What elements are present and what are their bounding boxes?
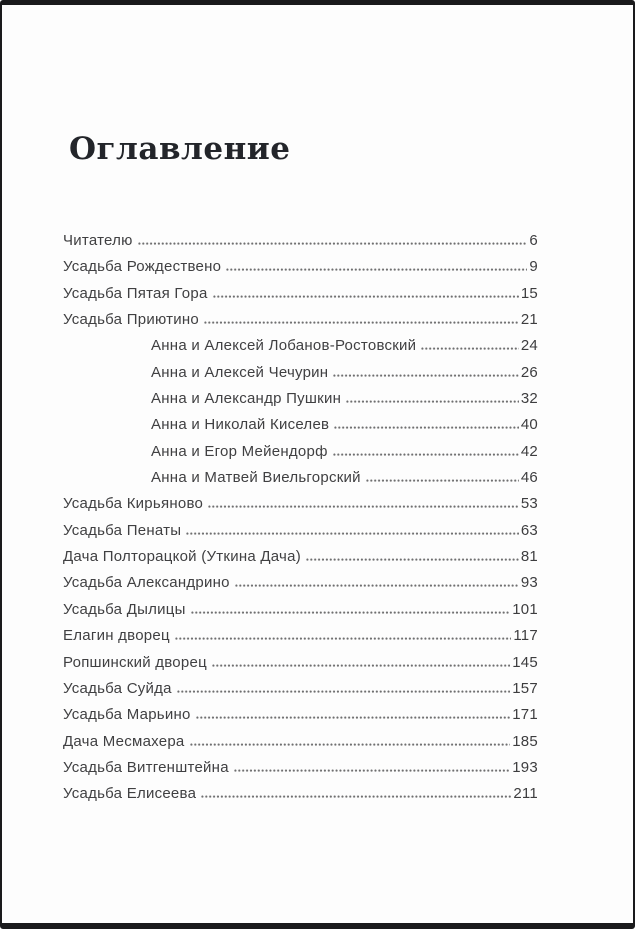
toc-entry-page-number: 26 xyxy=(520,363,538,381)
toc-entry xyxy=(63,781,538,807)
dot-leader xyxy=(333,374,518,377)
toc-entry-label: Ропшинский дворец xyxy=(63,653,207,671)
toc-entry-page-number: 101 xyxy=(512,600,538,618)
toc-entry-label: Анна и Алексей Лобанов-Ростовский xyxy=(151,337,417,355)
toc-entry xyxy=(63,228,538,254)
toc-entry-page-number: 157 xyxy=(512,679,538,697)
toc-entry-page-number: 93 xyxy=(520,574,538,592)
toc-entry-page-number: 171 xyxy=(512,706,538,724)
toc-entry xyxy=(63,676,538,702)
toc-entry-page-number: 40 xyxy=(520,416,538,434)
toc-entry-label: Усадьба Кирьяново xyxy=(63,495,204,513)
toc-entry xyxy=(63,623,538,649)
toc-entry xyxy=(63,544,538,570)
table-of-contents xyxy=(63,228,538,808)
toc-entry xyxy=(63,650,538,676)
toc-entry-label: Усадьба Дылицы xyxy=(63,600,186,618)
toc-entry-page-number: 185 xyxy=(512,732,538,750)
dot-leader xyxy=(235,584,519,587)
toc-entry-label: Усадьба Пятая Гора xyxy=(63,284,208,302)
toc-entry-label: Анна и Александр Пушкин xyxy=(151,390,342,408)
toc-entry xyxy=(63,729,538,755)
toc-entry-label: Усадьба Марьино xyxy=(63,706,191,724)
toc-entry-page-number: 117 xyxy=(513,627,538,645)
dot-leader xyxy=(366,479,519,482)
toc-entry-page-number: 42 xyxy=(520,442,538,460)
dot-leader xyxy=(213,295,519,298)
dot-leader xyxy=(190,743,511,746)
toc-entry xyxy=(63,333,538,359)
dot-leader xyxy=(226,268,527,271)
toc-entry-page-number: 63 xyxy=(520,521,538,539)
toc-entry xyxy=(63,412,538,438)
toc-entry-page-number: 53 xyxy=(520,495,538,513)
dot-leader xyxy=(334,426,519,429)
toc-entry-page-number: 81 xyxy=(520,548,538,566)
toc-entry-label: Анна и Николай Киселев xyxy=(151,416,330,434)
toc-entry-label: Усадьба Александрино xyxy=(63,574,230,592)
toc-entry-label: Анна и Матвей Виельгорский xyxy=(151,469,361,487)
toc-entry xyxy=(63,755,538,781)
toc-entry-page-number: 9 xyxy=(529,258,538,276)
toc-entry-page-number: 21 xyxy=(520,311,538,329)
toc-entry-label: Анна и Алексей Чечурин xyxy=(151,363,329,381)
toc-entry-label: Дача Полторацкой (Уткина Дача) xyxy=(63,548,301,566)
dot-leader xyxy=(306,558,519,561)
dot-leader xyxy=(208,505,519,508)
dot-leader xyxy=(191,611,511,614)
toc-entry-label: Читателю xyxy=(63,232,133,249)
toc-entry-label: Анна и Егор Мейендорф xyxy=(151,442,328,460)
toc-entry xyxy=(63,254,538,280)
toc-entry-label: Усадьба Витгенштейна xyxy=(63,758,229,776)
dot-leader xyxy=(196,716,511,719)
toc-entry-page-number: 6 xyxy=(529,232,538,249)
toc-entry-page-number: 24 xyxy=(520,337,538,355)
toc-entry-label: Дача Месмахера xyxy=(63,732,185,750)
toc-entry xyxy=(63,570,538,596)
toc-entry xyxy=(63,307,538,333)
toc-entry-label: Усадьба Суйда xyxy=(63,679,172,697)
toc-entry-page-number: 193 xyxy=(512,758,538,776)
dot-leader xyxy=(186,532,519,535)
toc-entry xyxy=(63,386,538,412)
dot-leader xyxy=(333,453,519,456)
toc-entry-label: Усадьба Приютино xyxy=(63,311,199,329)
dot-leader xyxy=(201,795,511,798)
toc-entry-label: Усадьба Елисеева xyxy=(63,785,197,803)
dot-leader xyxy=(204,321,519,324)
toc-entry xyxy=(63,360,538,386)
toc-entry-page-number: 46 xyxy=(520,469,538,487)
toc-entry xyxy=(63,465,538,491)
toc-entry-label: Усадьба Рождествено xyxy=(63,258,222,276)
toc-entry-label: Елагин дворец xyxy=(63,627,170,645)
dot-leader xyxy=(212,664,510,667)
dot-leader xyxy=(177,690,510,693)
dot-leader xyxy=(138,242,528,245)
toc-entry xyxy=(63,491,538,517)
toc-entry xyxy=(63,281,538,307)
toc-entry-page-number: 211 xyxy=(513,785,538,803)
toc-entry xyxy=(63,597,538,623)
toc-entry xyxy=(63,518,538,544)
dot-leader xyxy=(421,347,518,350)
dot-leader xyxy=(346,400,519,403)
toc-entry-label: Усадьба Пенаты xyxy=(63,521,182,539)
toc-entry xyxy=(63,702,538,728)
toc-entry xyxy=(63,439,538,465)
toc-entry-page-number: 15 xyxy=(520,284,538,302)
dot-leader xyxy=(234,769,510,772)
dot-leader xyxy=(175,637,512,640)
toc-entry-page-number: 32 xyxy=(520,390,538,408)
toc-entry-page-number: 145 xyxy=(512,653,538,671)
page-title: Оглавление xyxy=(69,130,291,167)
